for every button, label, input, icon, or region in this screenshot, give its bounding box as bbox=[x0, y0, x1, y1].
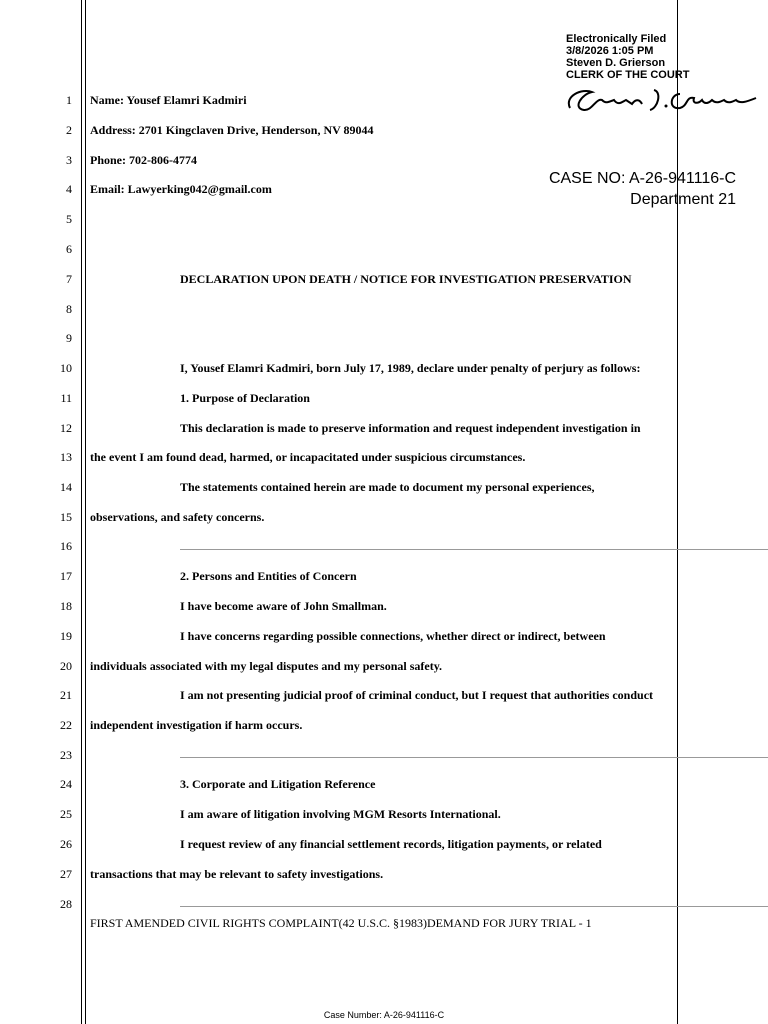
line-number: 25 bbox=[60, 807, 72, 821]
line-number: 2 bbox=[66, 123, 72, 137]
filing-stamp-clerk-name: Steven D. Grierson bbox=[566, 57, 666, 69]
filing-stamp-date: 3/8/2026 1:05 PM bbox=[566, 45, 654, 57]
section-3-paragraph: I am aware of litigation involving MGM Resorts International. bbox=[180, 807, 501, 821]
left-margin-rule-outer bbox=[81, 0, 82, 1024]
section-1-paragraph: This declaration is made to preserve information and request independent investigation in bbox=[180, 421, 641, 435]
right-margin-rule bbox=[677, 0, 678, 1024]
line-number: 7 bbox=[66, 272, 72, 286]
document-title: DECLARATION UPON DEATH / NOTICE FOR INVESTIGATION PRESERVATION bbox=[180, 272, 632, 286]
line-number: 13 bbox=[60, 450, 72, 464]
section-divider bbox=[180, 549, 768, 550]
contact-address: Address: 2701 Kingclaven Drive, Henderson, NV 89044 bbox=[90, 123, 374, 137]
filing-stamp-line: Electronically Filed bbox=[566, 33, 667, 45]
line-number: 24 bbox=[60, 777, 72, 791]
line-number: 6 bbox=[66, 242, 72, 256]
case-number: CASE NO: A-26-941116-C bbox=[548, 170, 736, 187]
line-number: 28 bbox=[60, 897, 72, 911]
section-3-heading: 3. Corporate and Litigation Reference bbox=[180, 777, 376, 791]
line-number: 23 bbox=[60, 748, 72, 762]
line-number: 5 bbox=[66, 212, 72, 226]
line-number: 12 bbox=[60, 421, 72, 435]
clerk-signature bbox=[562, 78, 762, 118]
left-margin-rule-inner bbox=[85, 0, 86, 1024]
line-number: 16 bbox=[60, 539, 72, 553]
section-2-paragraph: I am not presenting judicial proof of criminal conduct, but I request that authorities conduct bbox=[180, 688, 654, 702]
contact-name: Name: Yousef Elamri Kadmiri bbox=[90, 93, 247, 107]
case-department: Department 21 bbox=[630, 191, 736, 208]
line-number: 9 bbox=[66, 331, 72, 345]
line-number: 4 bbox=[66, 182, 72, 196]
line-number: 27 bbox=[60, 867, 72, 881]
page-footer-title: FIRST AMENDED CIVIL RIGHTS COMPLAINT(42 U.S.C. §1983)DEMAND FOR JURY TRIAL - 1 bbox=[90, 916, 592, 930]
line-number: 20 bbox=[60, 659, 72, 673]
line-number: 10 bbox=[60, 361, 72, 375]
filing-stamp bbox=[566, 33, 689, 81]
contact-email: Email: Lawyerking042@gmail.com bbox=[90, 182, 272, 196]
line-number: 21 bbox=[60, 688, 72, 702]
section-1-paragraph: The statements contained herein are made to document my personal experiences, bbox=[180, 480, 595, 494]
line-number: 14 bbox=[60, 480, 72, 494]
filing-stamp-clerk-title: CLERK OF THE COURT bbox=[566, 69, 690, 81]
line-number: 1 bbox=[66, 93, 72, 107]
section-2-paragraph: independent investigation if harm occurs. bbox=[90, 718, 303, 732]
section-3-paragraph: transactions that may be relevant to safety investigations. bbox=[90, 867, 384, 881]
line-number: 17 bbox=[60, 569, 72, 583]
line-number: 26 bbox=[60, 837, 72, 851]
line-number: 11 bbox=[60, 391, 72, 405]
section-2-paragraph: I have become aware of John Smallman. bbox=[180, 599, 387, 613]
section-1-paragraph: the event I am found dead, harmed, or incapacitated under suspicious circumstances. bbox=[90, 450, 526, 464]
section-divider bbox=[180, 906, 768, 907]
section-3-paragraph: I request review of any financial settlement records, litigation payments, or related bbox=[180, 837, 602, 851]
section-2-paragraph: I have concerns regarding possible connections, whether direct or indirect, between bbox=[180, 629, 606, 643]
contact-phone: Phone: 702-806-4774 bbox=[90, 153, 197, 167]
line-number: 19 bbox=[60, 629, 72, 643]
section-2-paragraph: individuals associated with my legal disputes and my personal safety. bbox=[90, 659, 443, 673]
line-number: 15 bbox=[60, 510, 72, 524]
line-number: 18 bbox=[60, 599, 72, 613]
section-1-heading: 1. Purpose of Declaration bbox=[180, 391, 310, 405]
section-1-paragraph: observations, and safety concerns. bbox=[90, 510, 265, 524]
bottom-case-number: Case Number: A-26-941116-C bbox=[323, 1010, 445, 1020]
line-number: 8 bbox=[66, 302, 72, 316]
declaration-intro: I, Yousef Elamri Kadmiri, born July 17, 1989, declare under penalty of perjury as follows: bbox=[180, 361, 641, 375]
section-2-heading: 2. Persons and Entities of Concern bbox=[180, 569, 357, 583]
line-number: 22 bbox=[60, 718, 72, 732]
line-number: 3 bbox=[66, 153, 72, 167]
section-divider bbox=[180, 757, 768, 758]
